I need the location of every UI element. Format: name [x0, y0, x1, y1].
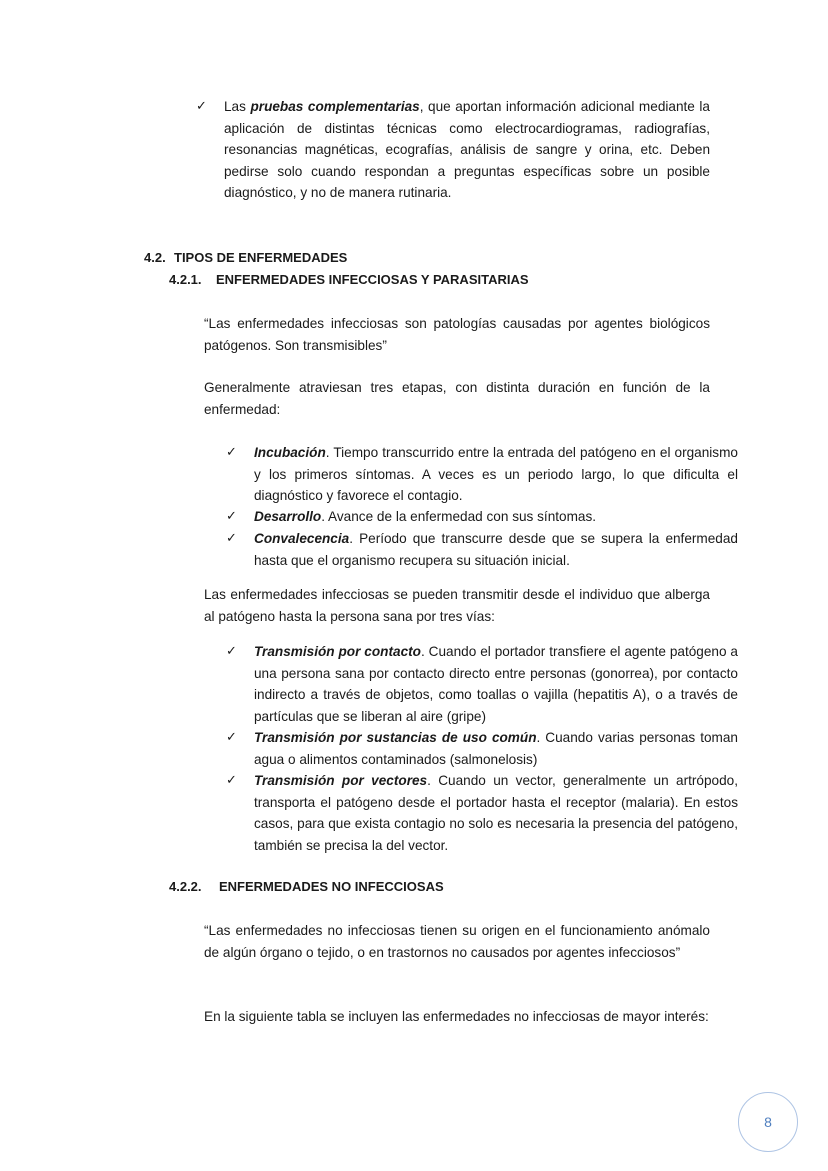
subsection-number: 4.2.1. [169, 272, 202, 287]
bullet-convalecencia [226, 528, 738, 571]
section-heading [144, 249, 347, 267]
bullet-term: Transmisión por contacto [254, 644, 421, 659]
bullet-text: . Avance de la enfermedad con sus síntomas. [321, 509, 597, 524]
bullet-text: . Cuando varias personas toman agua o alimentos contaminados (salmonelosis) [254, 730, 738, 767]
bullet-text: . Tiempo transcurrido entre la entrada del patógeno en el organismo y los primeros síntomas. A veces es un periodo largo, lo que dificulta el diagnóstico y favorece el contagio. [254, 445, 738, 504]
checkmark-icon: ✓ [226, 445, 237, 460]
bullet-transmision-sustancias [226, 727, 738, 770]
bullet-term: Transmisión por vectores [254, 773, 428, 788]
bullet-text: . Período que transcurre desde que se supera la enfermedad hasta que el organismo recupera su situación inicial. [254, 531, 738, 568]
bullet-desarrollo [226, 506, 738, 528]
table-intro: En la siguiente tabla se incluyen las enfermedades no infecciosas de mayor interés: [204, 1009, 709, 1024]
bullet-term: pruebas complementarias [250, 99, 420, 114]
bullet-transmision-contacto [226, 641, 738, 727]
bullet-pruebas-complementarias [196, 96, 710, 204]
subsection-title: ENFERMEDADES NO INFECCIOSAS [219, 879, 444, 894]
bullet-prefix: Las [224, 99, 251, 114]
section-title: TIPOS DE ENFERMEDADES [174, 250, 348, 265]
checkmark-icon: ✓ [226, 644, 237, 659]
checkmark-icon: ✓ [196, 99, 207, 114]
checkmark-icon: ✓ [226, 509, 237, 524]
definition-quote-infecciosas: “Las enfermedades infecciosas son patologías causadas por agentes biológicos patógenos. Son transmisibles” [204, 316, 710, 353]
bullet-text: . Cuando el portador transfiere el agente patógeno a una persona sana por contacto directo entre personas (gonorrea), por contacto indirecto a través de objetos, como toallas o vajilla (hepatitis A), o a través de partículas que se liberan al aire (gripe) [254, 644, 738, 724]
bullet-incubacion [226, 442, 738, 507]
subsection-number: 4.2.2. [169, 879, 202, 894]
transmission-intro: Las enfermedades infecciosas se pueden transmitir desde el individuo que alberga al patógeno hasta la persona sana por tres vías: [204, 587, 710, 624]
subsection-title: ENFERMEDADES INFECCIOSAS Y PARASITARIAS [216, 272, 529, 287]
bullet-text: . Cuando un vector, generalmente un artrópodo, transporta el patógeno desde el portador hasta el receptor (malaria). En estos casos, para que exista contagio no solo es necesaria la presencia del patógeno, también se precisa la del vector. [254, 773, 738, 853]
bullet-term: Incubación [254, 445, 326, 460]
checkmark-icon: ✓ [226, 531, 237, 546]
checkmark-icon: ✓ [226, 773, 237, 788]
subsection-heading-infecciosas [169, 271, 529, 289]
stages-intro: Generalmente atraviesan tres etapas, con distinta duración en función de la enfermedad: [204, 380, 710, 417]
bullet-term: Transmisión por sustancias de uso común [254, 730, 537, 745]
section-number: 4.2. [144, 250, 166, 265]
bullet-transmision-vectores [226, 770, 738, 856]
checkmark-icon: ✓ [226, 730, 237, 745]
bullet-term: Convalecencia [254, 531, 350, 546]
bullet-text: , que aportan información adicional mediante la aplicación de distintas técnicas como electrocardiogramas, radiografías, resonancias magnéticas, ecografías, análisis de sangre y orina, etc. Deben pedirse solo cuando respondan a preguntas específicas sobre un posible diagnóstico, y no de manera rutinaria. [224, 99, 710, 201]
bullet-term: Desarrollo [254, 509, 322, 524]
subsection-heading-no-infecciosas [169, 878, 444, 896]
page-number: 8 [764, 1114, 772, 1130]
page-number-badge [738, 1092, 798, 1152]
definition-quote-no-infecciosas: “Las enfermedades no infecciosas tienen su origen en el funcionamiento anómalo de algún órgano o tejido, o en trastornos no causados por agentes infecciosos” [204, 923, 710, 960]
